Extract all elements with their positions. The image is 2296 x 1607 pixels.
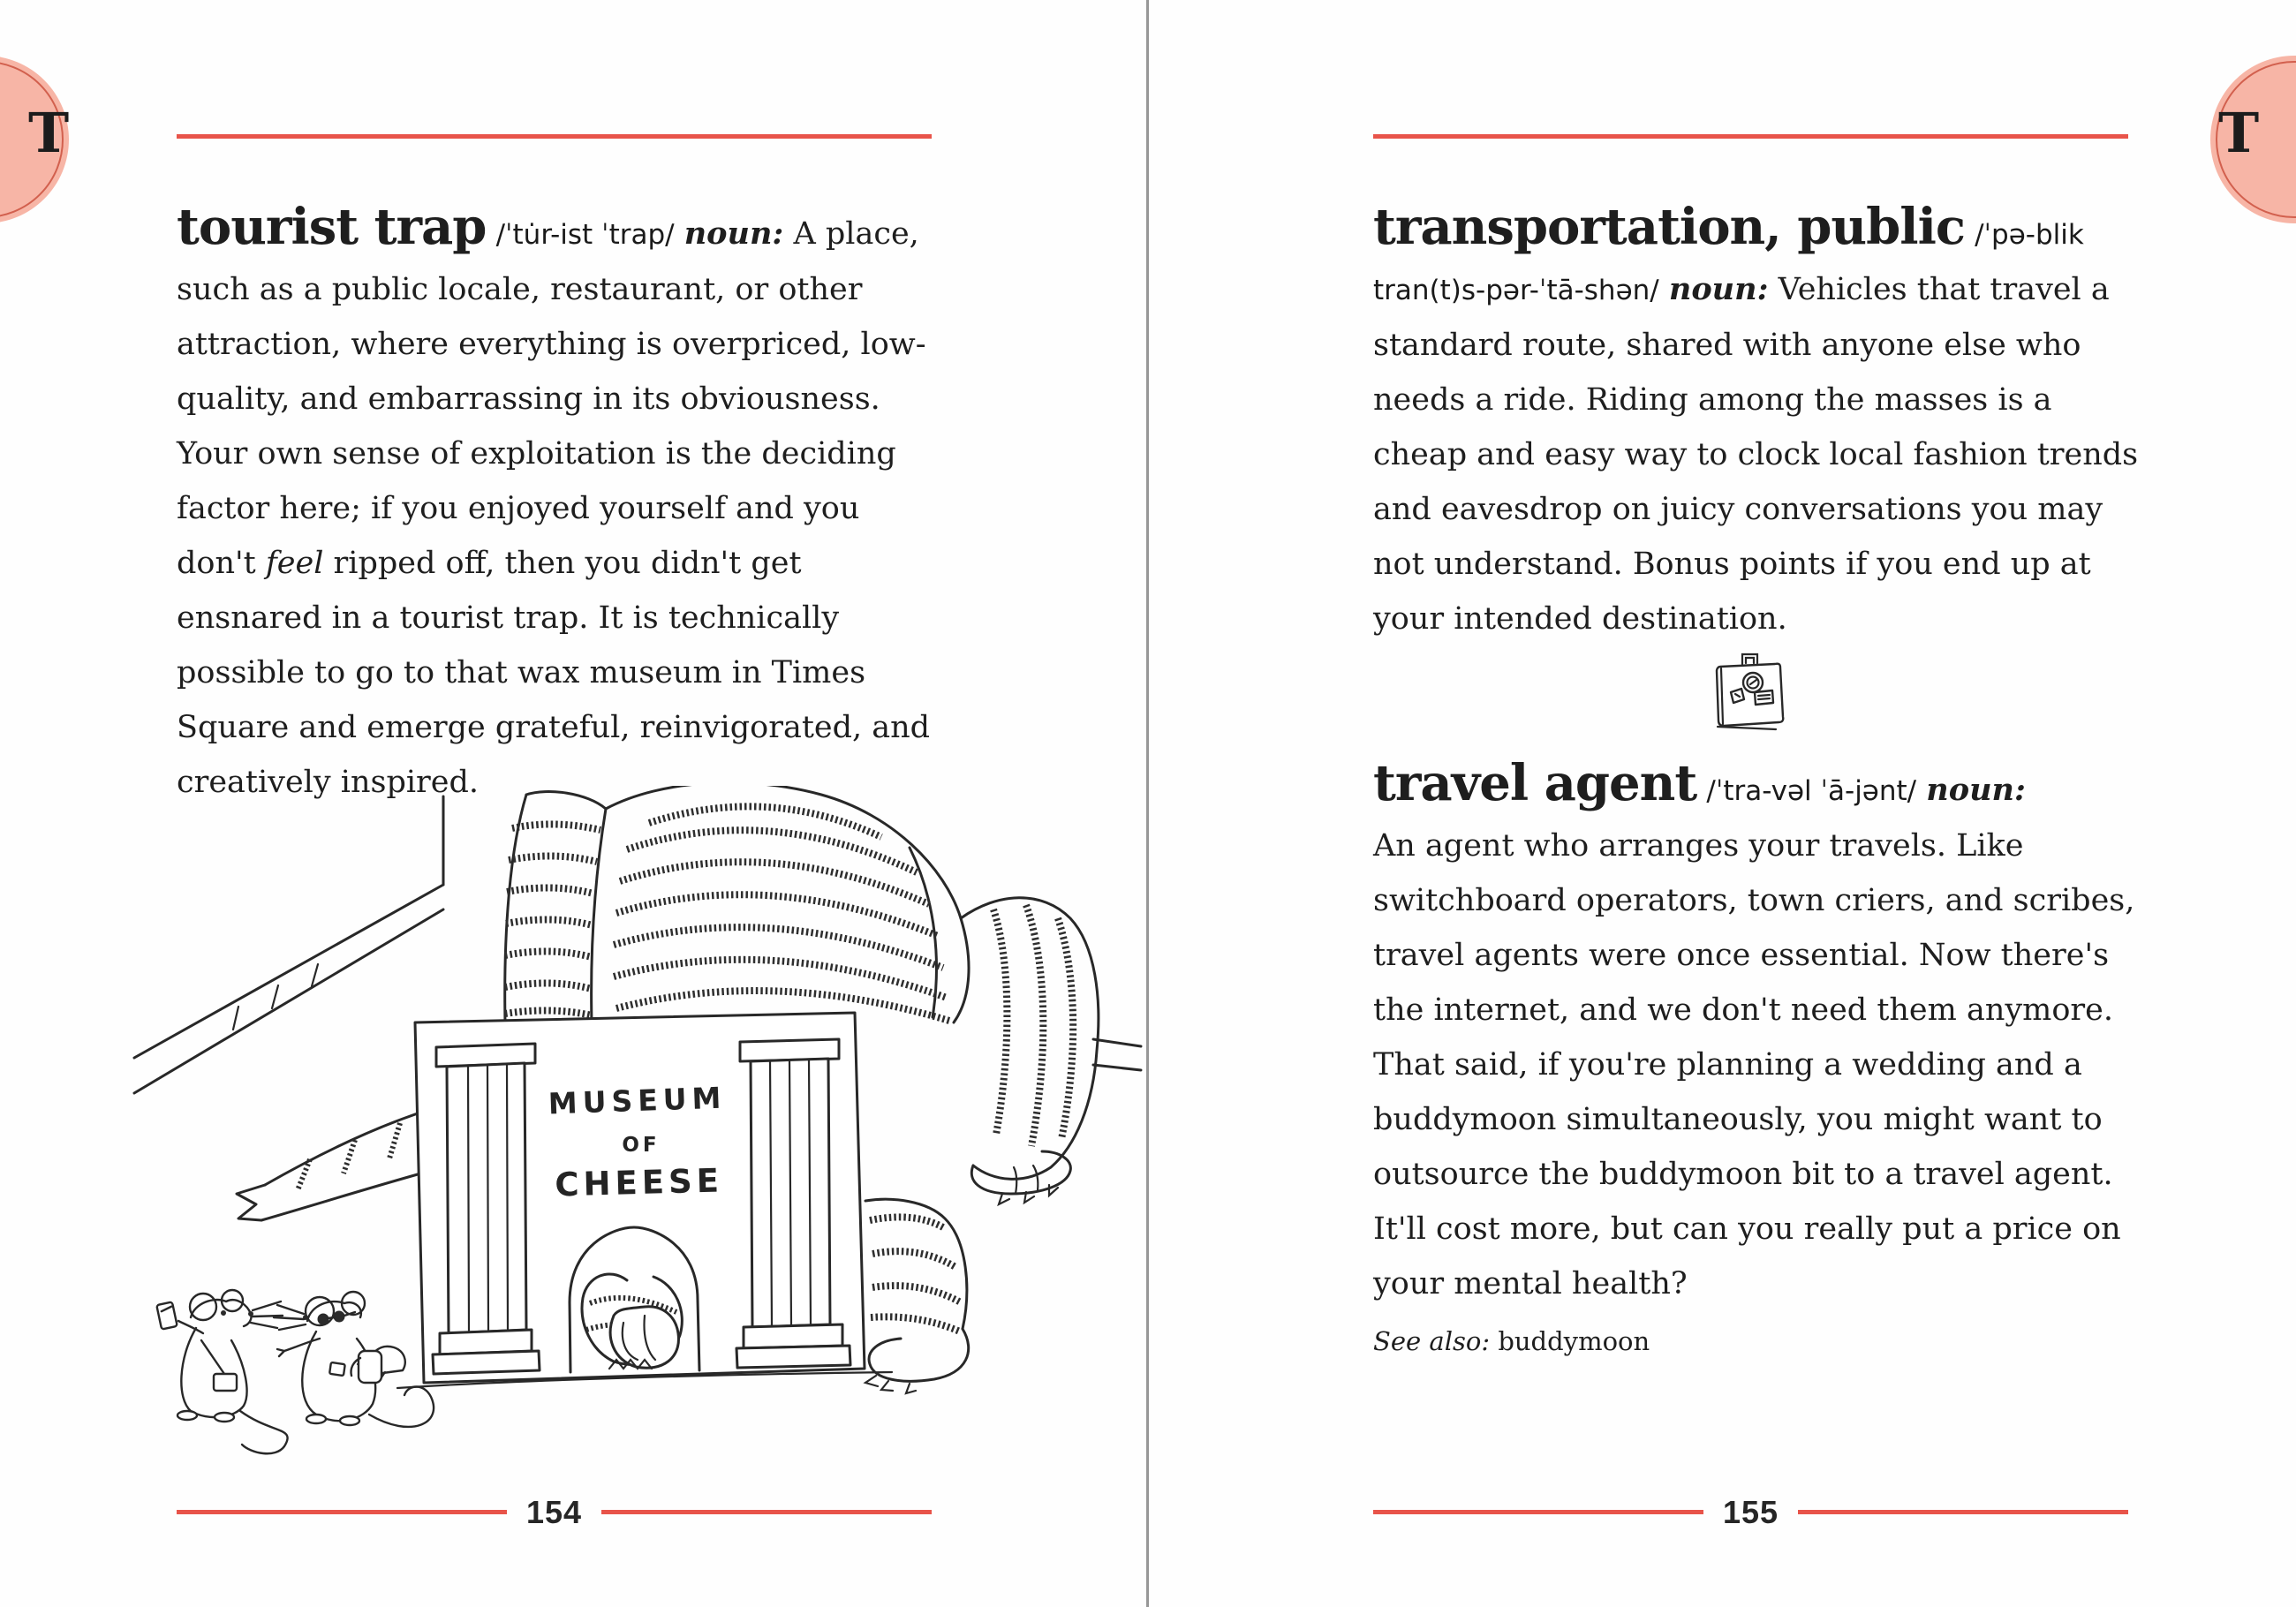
folio-left [177, 1494, 932, 1530]
section-tab-letter-left: T [28, 101, 70, 165]
cat-museum-illustration [132, 786, 1148, 1466]
top-rule-right [1373, 134, 2128, 139]
definition-emphasis: feel [265, 546, 324, 581]
definition: A place, such as a public locale, restaurant, or other attraction, where everything is overpriced, low-quality, and embarrassing in its obviousness. Your own sense of exploitation is the deciding factor here; if you enjoyed yourself and you don't [177, 216, 926, 581]
entry-travel-agent [1373, 756, 2143, 1359]
definition: Vehicles that travel a standard route, shared with anyone else who needs a ride. Riding among the masses is a cheap and easy way to clock local fashion trends and eavesdrop on juicy conversations you may not understand. Bonus points if you end up at your intended destination. [1373, 272, 2139, 637]
page-number-left: 154 [525, 1493, 583, 1530]
pronunciation: /ˈtra-vəl ˈā-jənt/ [1706, 775, 1917, 807]
entry-transportation-public-text [1373, 200, 2143, 646]
headword: travel agent [1373, 754, 1697, 812]
pronunciation: /ˈpə-blik tran(t)s-pər-ˈtā-shən/ [1373, 219, 2084, 306]
see-also [1373, 1324, 2143, 1359]
folio-rule [1798, 1510, 2128, 1514]
entry-travel-agent-text [1373, 756, 2143, 1311]
museum-caption-line2: OF [622, 1134, 661, 1157]
mouse-with-sunglasses [274, 1292, 434, 1427]
definition: ripped off, then you didn't get ensnared in a tourist trap. It is technically possible to go to that wax museum in Times Square and emerge grateful, reinvigorated, and creatively inspired. [177, 546, 931, 800]
pronunciation: /ˈtu̇r-ist ˈtrap/ [495, 219, 675, 251]
museum-caption-line1: MUSEUM [548, 1080, 728, 1121]
part-of-speech: noun: [1926, 772, 2026, 808]
entry-transportation-public [1373, 200, 2143, 646]
entry-tourist-trap [177, 200, 947, 810]
entry-tourist-trap-text [177, 200, 947, 810]
definition: An agent who arranges your travels. Like switchboard operators, town criers, and scribes, travel agents were once essential. Now there's the internet, and we don't need them anymore. That said, if you're planning a wedding and a buddymoon simultaneously, you might want to outsource the buddymoon bit to a travel agent. It'll cost more, but can you really put a price on your mental health? [1373, 828, 2135, 1301]
part-of-speech: noun: [684, 215, 784, 252]
section-tab-letter-right: T [2218, 101, 2260, 165]
folio-rule [1373, 1510, 1703, 1514]
folio-right [1373, 1494, 2128, 1530]
see-also-term: buddymoon [1498, 1326, 1650, 1356]
headword: tourist trap [177, 198, 487, 256]
mouse-photographer [156, 1290, 287, 1453]
page-number-right: 155 [1722, 1493, 1779, 1530]
headword: transportation, public [1373, 198, 1965, 256]
folio-rule [601, 1510, 932, 1514]
see-also-label: See also: [1373, 1326, 1491, 1356]
part-of-speech: noun: [1668, 271, 1769, 307]
folio-rule [177, 1510, 507, 1514]
suitcase-icon [1706, 650, 1794, 738]
museum-caption-line3: CHEESE [554, 1161, 724, 1204]
top-rule-left [177, 134, 932, 139]
